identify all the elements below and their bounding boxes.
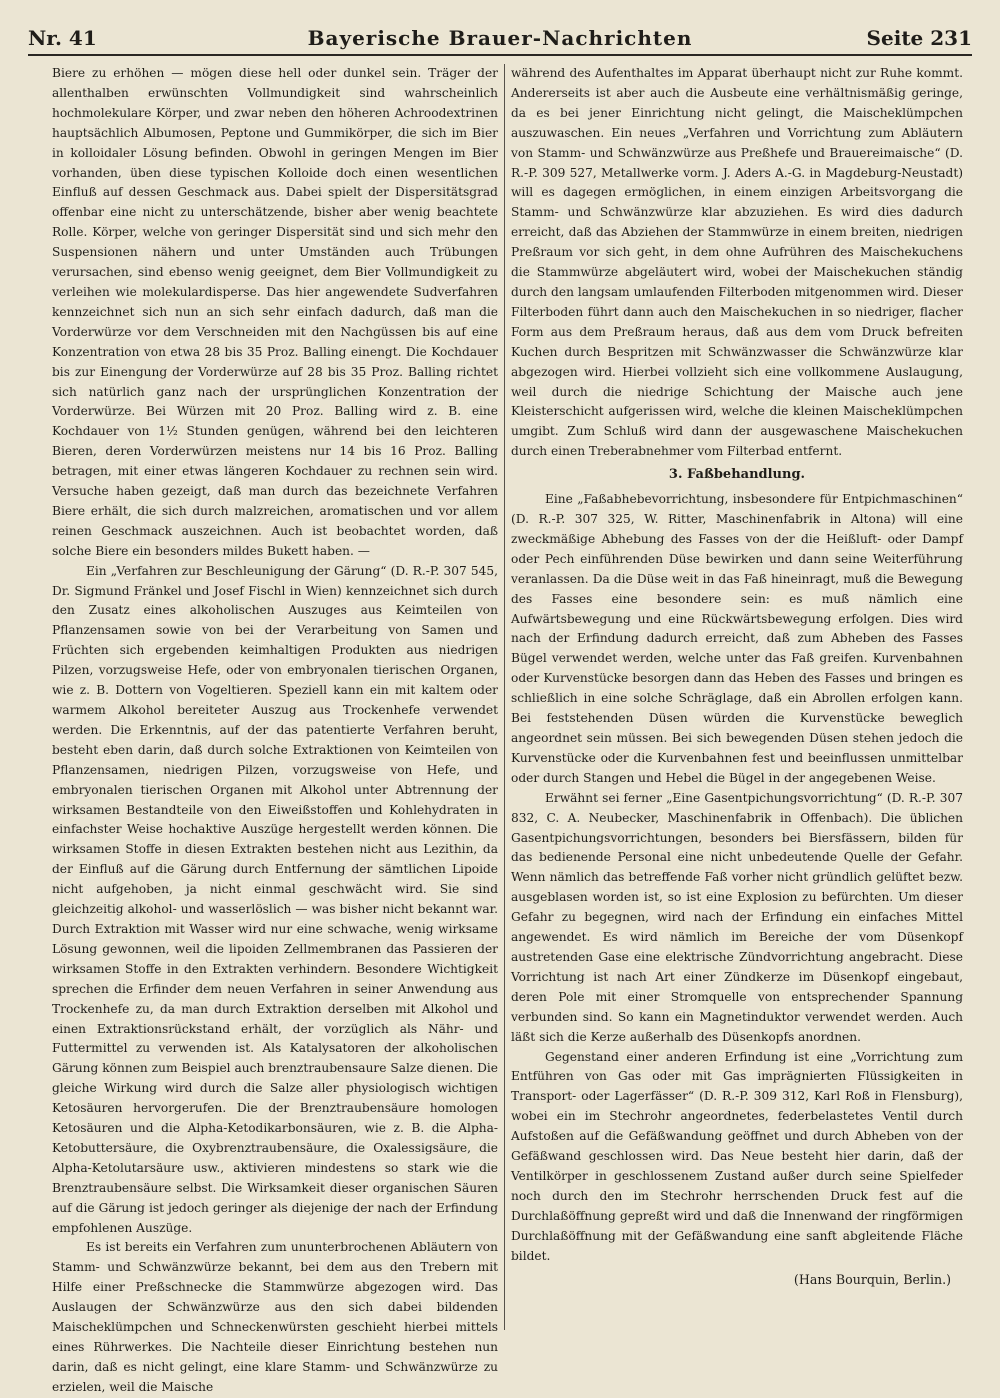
left-column [52, 64, 498, 1394]
paragraph: Es ist bereits ein Verfahren zum ununterbrochenen Abläutern von Stamm- und Schwänzwürze bekannt, bei dem aus den Trebern mit Hilfe einer Preßschnecke die Stammwürze abgezogen wird. Das Auslaugen der Schwänzwürze aus den sich dabei bildenden Maischeklümpchen und Schneckenwürsten geschieht hierbei mittels eines Rührwerkes. Die Nachteile dieser Einrichtung bestehen nun darin, daß es nicht gelingt, eine klare Stamm- und Schwänzwürze zu erzielen, weil die Maische [52, 1240, 498, 1394]
paragraph: Gegenstand einer anderen Erfindung ist eine „Vorrichtung zum Entführen von Gas oder mit Gas imprägnierten Flüssigkeiten in Transport- oder Lagerfässer“ (D. R.-P. 309 312, Karl Roß in Flensburg), wobei ein im Stechrohr angeordnetes, federbelastetes Ventil durch Aufstoßen auf die Gefäßwandung geöffnet und durch Abheben von der Gefäßwand geschlossen wird. Das Neue besteht hier darin, daß der Ventilkörper in geschlossenem Zustand außer durch seine Spielfeder noch durch den im Stechrohr herrschenden Druck fest auf die Durchlaßöffnung gepreßt wird und daß die Innenwand der ringförmigen Durchlaßöffnung mit der Gefäßwandung eine sanft abgleitende Fläche bildet. [511, 1049, 963, 1263]
page-header [28, 22, 972, 56]
author-signature: (Hans Bourquin, Berlin.) [793, 1272, 951, 1288]
paragraph: während des Aufenthaltes im Apparat überhaupt nicht zur Ruhe kommt. Andererseits ist aber auch die Ausbeute eine verhältnismäßig geringe, da es bei jener Einrichtung nicht gelingt, die Maischeklümpchen auszuwaschen. Ein neues „Verfahren und Vorrichtung zum Abläutern von Stamm- und Schwänzwürze aus Preßhefe und Brauereimaische“ (D. R.-P. 309 527, Metallwerke vorm. J. Aders A.-G. in Magdeburg-Neustadt) will es dagegen ermöglichen, in einem einzigen Arbeitsvorgang die Stamm- und Schwänzwürze klar abzuziehen. Es wird dies dadurch erreicht, daß das Abziehen der Stammwürze in einem breiten, niedrigen Preßraum vor sich geht, in dem ohne Aufrühren des Maischekuchens die Stammwürze abgeläutert wird, wobei der Maischekuchen ständig durch den langsam umlaufenden Filterboden mitgenommen wird. Dieser Filterboden führt dann auch den Maischekuchen in so niedriger, flacher Form aus dem Preßraum heraus, daß aus dem vom Druck befreiten Kuchen durch Bespritzen mit Schwänzwasser die Schwänzwürze klar abgezogen wird. Hierbei vollzieht sich eine vollkommene Auslaugung, weil durch die niedrige Schichtung der Maische auch jene Kleisterschicht aufgerissen wird, welche die kleinen Maischeklümpchen umgibt. Zum Schluß wird dann der ausgewaschene Maischekuchen durch einen Treberabnehmer vom Filterbad entfernt. [511, 66, 963, 459]
paragraph: Ein „Verfahren zur Beschleunigung der Gärung“ (D. R.-P. 307 545, Dr. Sigmund Fränkel und Josef Fischl in Wien) kennzeichnet sich durch den Zusatz eines alkoholischen Auszuges aus Keimteilen von Pflanzensamen sowie von bei der Verarbeitung von Samen und Früchten sich ergebenden keimhaltigen Produkten aus niedrigen Pilzen, vorzugsweise Hefe, oder von embryonalen tierischen Organen, wie z. B. Dottern von Vogeltieren. Speziell kann ein mit kaltem oder warmem Alkohol bereiteter Auszug aus Trockenhefe verwendet werden. Die Erkenntnis, auf der das patentierte Verfahren beruht, besteht eben darin, daß durch solche Extraktionen von Keimteilen von Pflanzensamen, niedrigen Pilzen, vorzugsweise von Hefe, und embryonalen tierischen Organen mit Alkohol unter Abtrennung der wirksamen Bestandteile von den Eiweißstoffen und Kohlehydraten in einfachster Weise hochaktive Auszüge hergestellt werden können. Die wirksamen Stoffe in diesen Extrakten bestehen nicht aus Lezithin, da der Einfluß auf die Gärung durch Entfernung der sämtlichen Lipoide nicht aufgehoben, ja nicht einmal geschwächt wird. Sie sind gleichzeitig alkohol- und wasserlöslich — was bisher nicht bekannt war. Durch Extraktion mit Wasser wird nur eine schwache, wenig wirksame Lösung gewonnen, weil die lipoiden Zellmembranen das Passieren der wirksamen Stoffe in den Extrakten verhindern. Besondere Wichtigkeit sprechen die Erfinder dem neuen Verfahren in seiner Anwendung aus Trockenhefe zu, da man durch Extraktion derselben mit Alkohol und einen Extraktionsrückstand erhält, der vorzüglich als Nähr- und Futtermittel zu verwenden ist. Als Katalysatoren der alkoholischen Gärung können zum Beispiel auch brenztraubensaure Salze dienen. Die gleiche Wirkung wird durch die Salze aller physiologisch wichtigen Ketosäuren hervorgerufen. Die der Brenztraubensäure homologen Ketosäuren und die Alpha-Ketodikarbonsäuren, wie z. B. die Alpha-Ketobuttersäure, die Oxybrenztraubensäure, die Oxalessigsäure, die Alpha-Ketolutarsäure usw., aktivieren mindestens so stark wie die Brenztraubensäure selbst. Die Wirksamkeit dieser organischen Säuren auf die Gärung ist jedoch geringer als diejenige der nach der Erfindung empfohlenen Auszüge. [52, 563, 498, 1235]
issue-number: Nr. 41 [28, 26, 97, 50]
right-column [511, 64, 963, 1330]
page-number: Seite 231 [866, 26, 972, 50]
paragraph: Biere zu erhöhen — mögen diese hell oder dunkel sein. Träger der allenthalben erwünschten Vollmundigkeit sind wahrscheinlich hochmolekulare Körper, und zwar neben den höheren Achroodextrinen hauptsächlich Albumosen, Peptone und Gummikörper, die sich im Bier in kolloidaler Lösung befinden. Obwohl in geringen Mengen im Bier vorhanden, üben diese typischen Kolloide doch einen wesentlichen Einfluß auf dessen Geschmack aus. Dabei spielt der Dispersitätsgrad offenbar eine nicht zu unterschätzende, bisher aber wenig beachtete Rolle. Körper, welche von geringer Dispersität sind und sich mehr den Suspensionen nähern und unter Umständen auch Trübungen verursachen, sind ebenso wenig geeignet, dem Bier Vollmundigkeit zu verleihen wie molekulardisperse. Das hier angewendete Sudverfahren kennzeichnet sich nun an sich sehr einfach dadurch, daß man die Vorderwürze vor dem Verschneiden mit den Nachgüssen bis auf eine Konzentration von etwa 28 bis 35 Proz. Balling einengt. Die Kochdauer bis zur Einengung der Vorderwürze auf 28 bis 35 Proz. Balling richtet sich natürlich ganz nach der ursprünglichen Konzentration der Vorderwürze. Bei Würzen mit 20 Proz. Balling wird z. B. eine Kochdauer von 1½ Stunden genügen, während bei den leichteren Bieren, deren Vorderwürzen meistens nur 14 bis 16 Proz. Balling betragen, mit einer etwas längeren Kochdauer zu rechnen sein wird. Versuche haben gezeigt, daß man durch das bezeichnete Verfahren Biere erhält, die sich durch malzreichen, aromatischen und vor allem reinen Geschmack auszeichnen. Auch ist beobachtet worden, daß solche Biere ein besonders mildes Bukett haben. — [52, 66, 498, 558]
publication-title: Bayerische Brauer-Nachrichten [307, 26, 693, 50]
column-divider [504, 64, 505, 1330]
paragraph: Erwähnt sei ferner „Eine Gasentpichungsvorrichtung“ (D. R.-P. 307 832, C. A. Neubecker, Maschinenfabrik in Offenbach). Die üblichen Gasentpichungsvorrichtungen, besonders bei Biersfässern, bilden für das bedienende Personal eine nicht unbedeutende Quelle der Gefahr. Wenn nämlich das betreffende Faß vorher nicht gründlich gelüftet bezw. ausgeblasen worden ist, so ist eine Explosion zu befürchten. Um dieser Gefahr zu begegnen, wird nach der Erfindung ein einfaches Mittel angewendet. Es wird nämlich im Bereiche der vom Düsenkopf austretenden Gase eine elektrische Zündvorrichtung angebracht. Diese Vorrichtung ist nach Art einer Zündkerze im Düsenkopf eingebaut, deren Pole mit einer Stromquelle von entsprechender Spannung verbunden sind. So kann ein Magnetinduktor verwendet werden. Auch läßt sich die Kerze außerhalb des Düsenkopfs anordnen. [511, 790, 963, 1044]
paragraph: Eine „Faßabhebevorrichtung, insbesondere für Entpichmaschinen“ (D. R.-P. 307 325, W. Ritter, Maschinenfabrik in Altona) will eine zweckmäßige Abhebung des Fasses von der die Heißluft- oder Dampf oder Pech einführenden Düse bewirken und dann seine Weiterführung veranlassen. Da die Düse weit in das Faß hineinragt, muß die Bewegung des Fasses eine besondere sein: es muß nämlich eine Aufwärtsbewegung und eine Rückwärtsbewegung erfolgen. Dies wird nach der Erfindung dadurch erreicht, daß zum Abheben des Fasses Bügel verwendet werden, welche unter das Faß greifen. Kurvenbahnen oder Kurvenstücke besorgen dann das Heben des Fasses und bringen es schließlich in eine solche Schräglage, daß ein Abrollen erfolgen kann. Bei feststehenden Düsen würden die Kurvenstücke beweglich angeordnet sein müssen. Bei sich bewegenden Düsen stehen jedoch die Kurvenstücke oder die Kurvenbahnen fest und beeinflussen unmittelbar oder durch Stangen und Hebel die Bügel in der angegebenen Weise. [511, 492, 963, 785]
section-heading: 3. Faßbehandlung. [668, 467, 806, 483]
